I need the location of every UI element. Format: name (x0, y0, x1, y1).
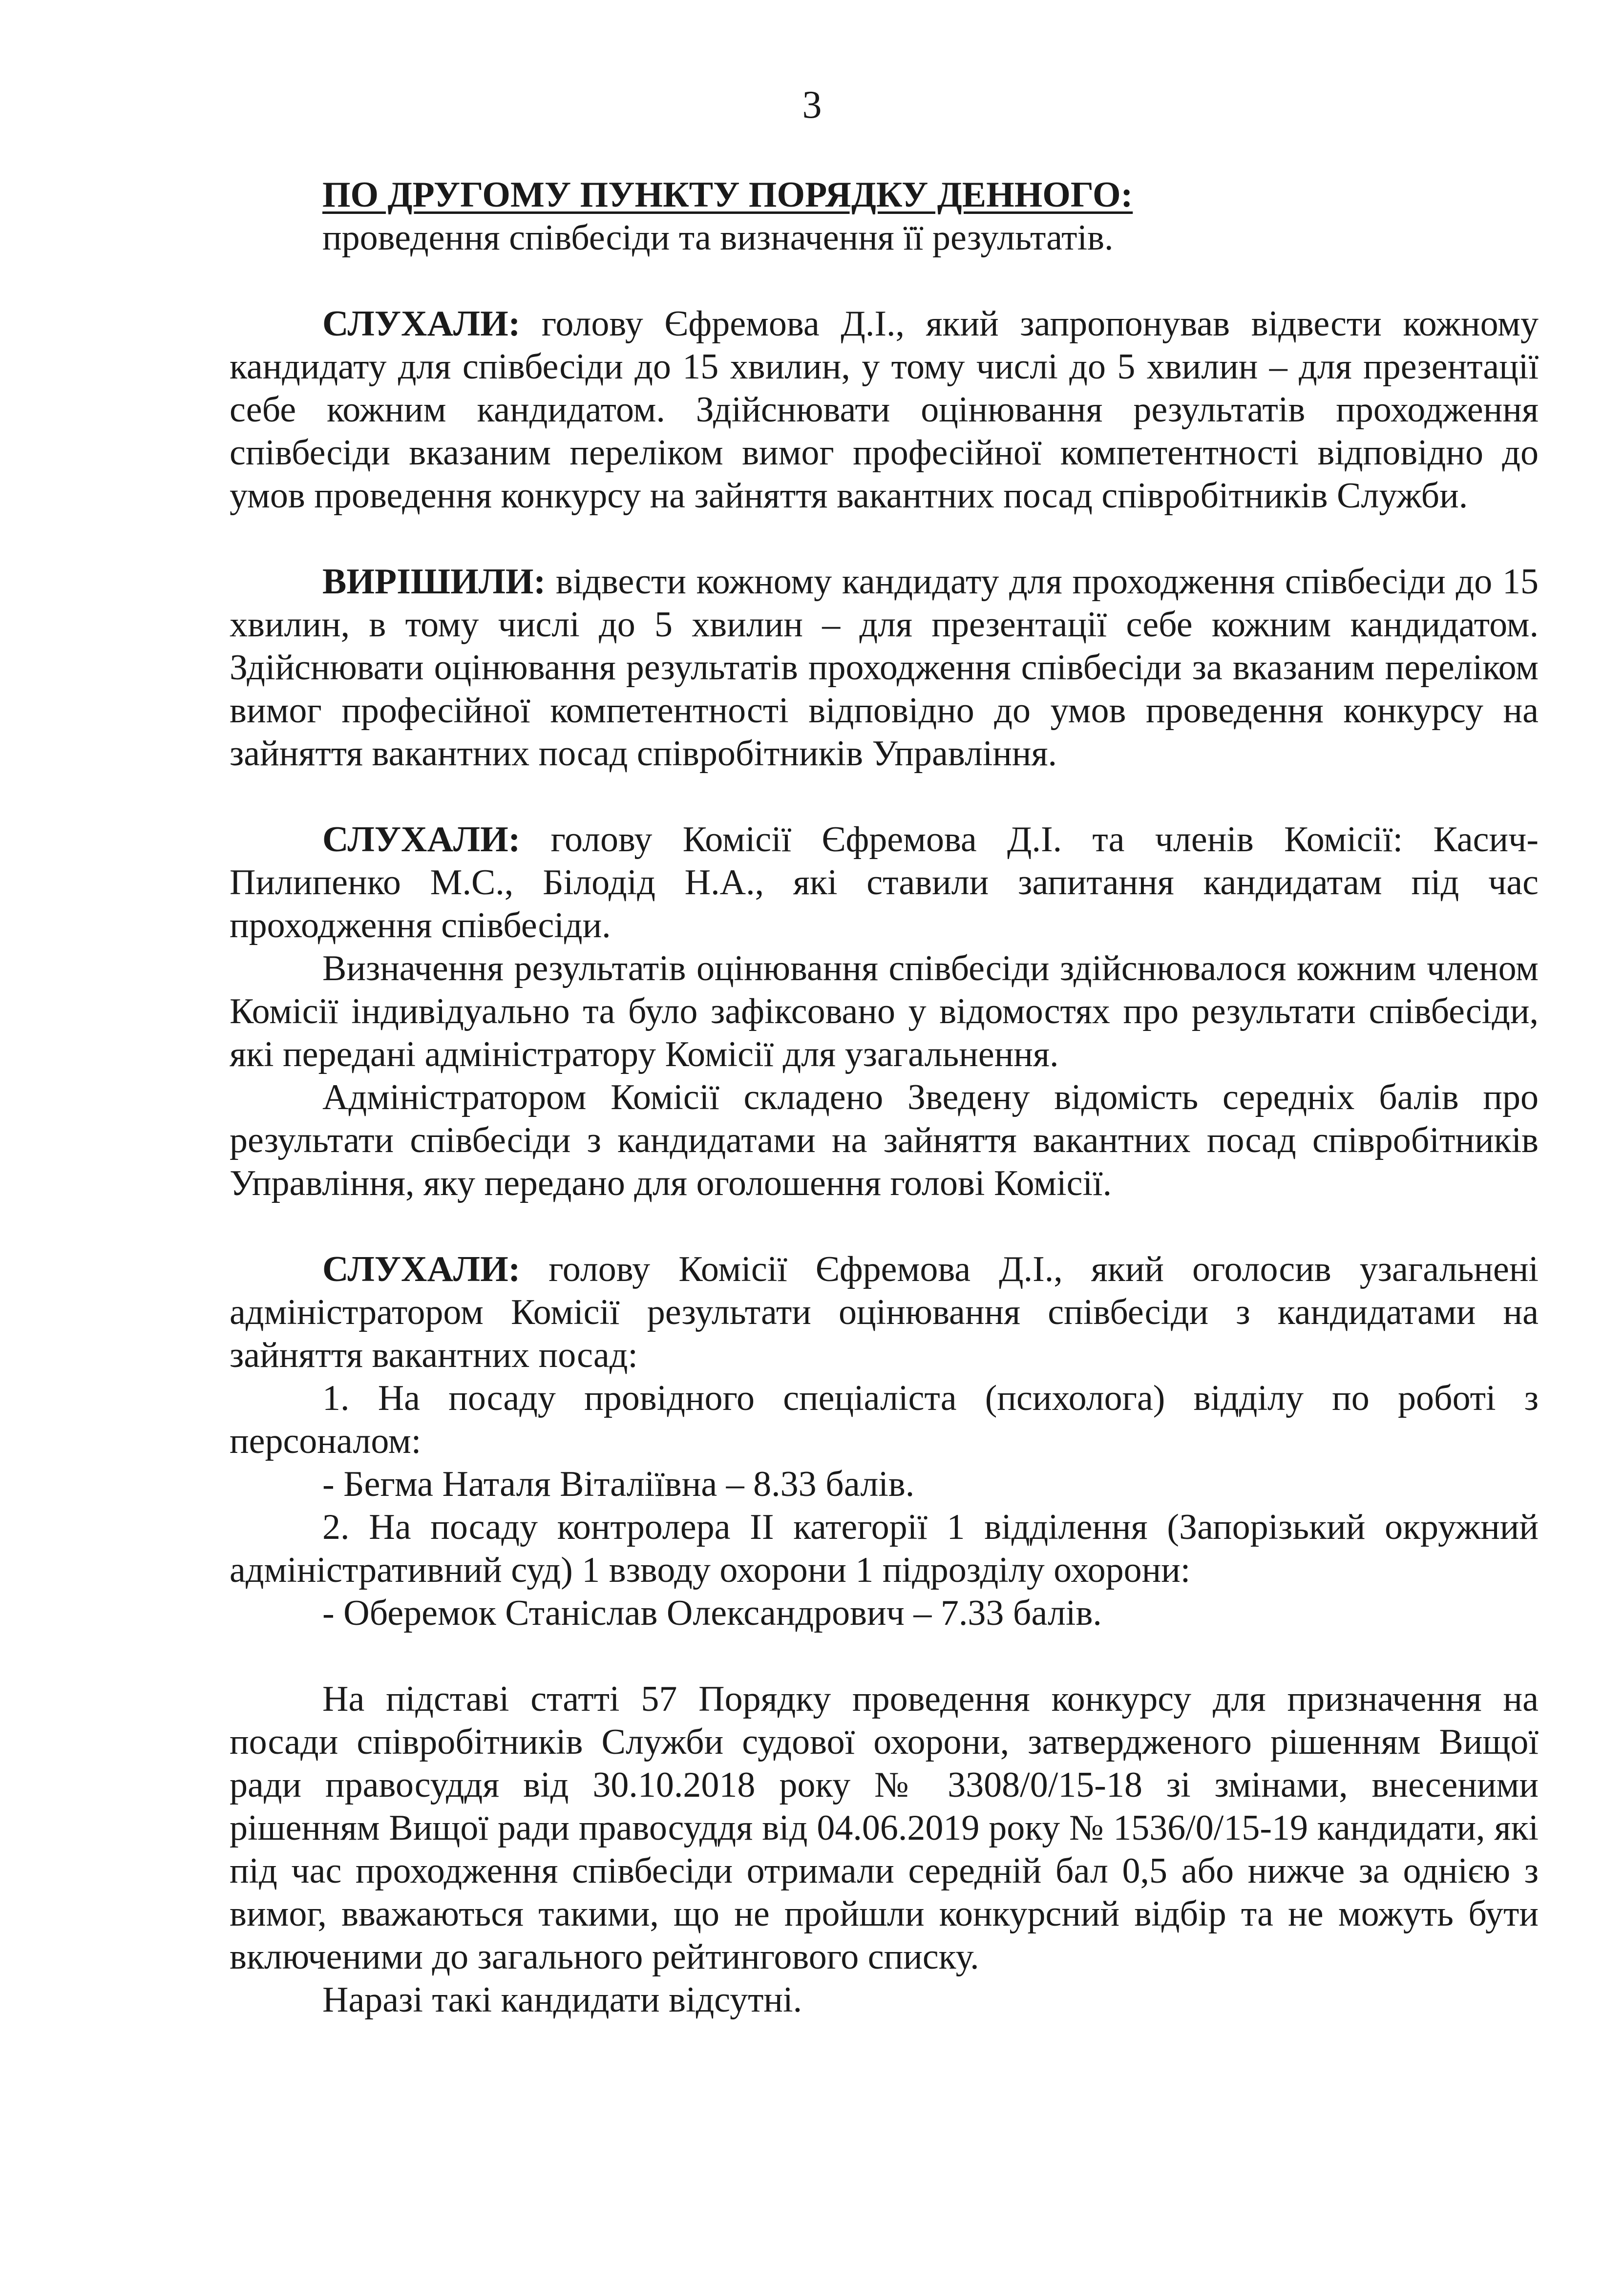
decided-text: відвести кожному кандидату для проходження співбесіди до 15 хвилин, в тому числі до 5 хвилин – для презентації себе кожним кандидатом. Здійснювати оцінювання результатів проходження співбесіди за вказаним переліком вимог професійної компетентності відповідно до умов проведення конкурсу на зайняття вакантних посад співробітників Управління. (230, 562, 1539, 774)
heard-paragraph-1 (230, 302, 1539, 517)
decided-paragraph (230, 560, 1539, 775)
candidate-result-1: - Бегма Наталя Віталіївна – 8.33 балів. (322, 1464, 915, 1504)
closing-statement: Наразі такі кандидати відсутні. (322, 1980, 802, 2020)
agenda-heading-block (230, 173, 1539, 259)
evaluation-paragraph: Визначення результатів оцінювання співбесіди здійснювалося кожним членом Комісії індивідуально та було зафіксовано у відомостях про результати співбесіди, які передані адміністратору Комісії для узагальнення. (230, 948, 1539, 1074)
position-item-1: 1. На посаду провідного спеціаліста (психолога) відділу по роботі з персоналом: (230, 1378, 1539, 1461)
heard-text: голову Комісії Єфремова Д.І., який оголосив узагальнені адміністратором Комісії результати оцінювання співбесіди з кандидатами на зайняття вакантних посад: (230, 1249, 1539, 1375)
decided-label: ВИРІШИЛИ: (322, 562, 546, 602)
candidate-result-2: - Оберемок Станіслав Олександрович – 7.33 балів. (322, 1593, 1102, 1633)
agenda-item-title: ПО ДРУГОМУ ПУНКТУ ПОРЯДКУ ДЕННОГО: (322, 175, 1133, 215)
agenda-item-subtitle: проведення співбесіди та визначення її результатів. (322, 218, 1114, 258)
legal-basis-paragraph: На підставі статті 57 Порядку проведення конкурсу для призначення на посади співробітників Служби судової охорони, затвердженого рішенням Вищої ради правосуддя від 30.10.2018 року № 3308/0/15-18 зі змінами, внесеними рішенням Вищої ради правосуддя від 04.06.2019 року № 1536/0/15-19 кандидати, які під час проходження співбесіди отримали середній бал 0,5 або нижче за однією з вимог, вважаються такими, що не пройшли конкурсний відбір та не можуть бути включеними до загального рейтингового списку. (230, 1679, 1539, 1977)
heard-text: голову Комісії Єфремова Д.І. та членів Комісії: Касич-Пилипенко М.С., Білодід Н.А., які ставили запитання кандидатам під час проходження співбесіди. (230, 819, 1539, 945)
heard-text: голову Єфремова Д.І., який запропонував відвести кожному кандидату для співбесіди до 15 хвилин, у тому числі до 5 хвилин – для презентації себе кожним кандидатом. Здійснювати оцінювання результатів проходження співбесіди вказаним переліком вимог професійної компетентності відповідно до умов проведення конкурсу на зайняття вакантних посад співробітників Служби. (230, 304, 1539, 516)
page-number: 3 (802, 84, 822, 126)
heard-label: СЛУХАЛИ: (322, 1249, 521, 1289)
heard-label: СЛУХАЛИ: (322, 819, 521, 860)
heard-paragraph-2 (230, 818, 1539, 947)
heard-paragraph-3 (230, 1248, 1539, 1377)
position-item-2: 2. На посаду контролера ІІ категорії 1 відділення (Запорізький окружний адміністративний суд) 1 взводу охорони 1 підрозділу охорони: (230, 1507, 1539, 1590)
heard-label: СЛУХАЛИ: (322, 304, 521, 344)
document-body (230, 173, 1539, 2021)
summary-paragraph: Адміністратором Комісії складено Зведену відомість середніх балів про результати співбесіди з кандидатами на зайняття вакантних посад співробітників Управління, яку передано для оголошення голові Комісії. (230, 1077, 1539, 1203)
